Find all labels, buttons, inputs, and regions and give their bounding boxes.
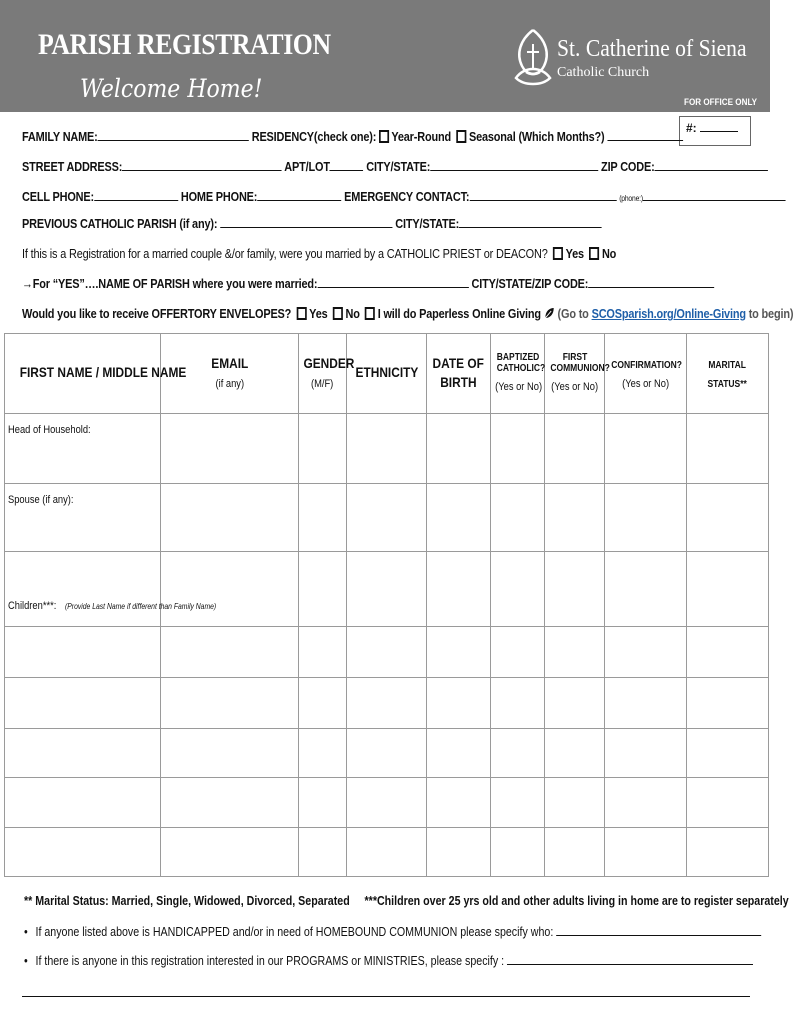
row-phones bbox=[22, 189, 786, 204]
city-state-zip-field[interactable] bbox=[588, 276, 714, 288]
page-subtitle: Welcome Home! bbox=[80, 74, 263, 103]
registration-table bbox=[4, 333, 769, 877]
table-header-row bbox=[5, 334, 769, 414]
married-parish-field[interactable] bbox=[317, 276, 468, 288]
married-no-checkbox[interactable] bbox=[589, 247, 599, 260]
seasonal-months-field[interactable] bbox=[607, 129, 683, 141]
cell-field[interactable] bbox=[94, 189, 178, 201]
children-cell[interactable]: Children***: (Provide Last Name if different than Family Name) bbox=[5, 552, 161, 627]
envelopes-yes-checkbox[interactable] bbox=[297, 307, 307, 320]
phone-small-label: (phone:) bbox=[619, 194, 643, 203]
family-name-field[interactable] bbox=[98, 129, 249, 141]
prev-parish-field[interactable] bbox=[220, 216, 392, 228]
programs-row bbox=[24, 953, 753, 968]
col-baptized-header: BAPTIZED CATHOLIC? (Yes or No) bbox=[491, 334, 545, 414]
provide-last-name-note: (Provide Last Name if different than Family Name) bbox=[64, 602, 217, 611]
head-of-household-cell[interactable]: Head of Household: bbox=[5, 414, 161, 484]
handicapped-row bbox=[24, 924, 761, 939]
prev-parish-label: PREVIOUS CATHOLIC PARISH (if any): bbox=[22, 216, 218, 231]
children-footnote: ***Children over 25 yrs old and other adults living in home are to register separately bbox=[364, 893, 789, 908]
city-state-zip-label: CITY/STATE/ZIP CODE: bbox=[471, 276, 589, 291]
col-email-header: EMAIL (if any) bbox=[161, 334, 299, 414]
bullet-icon: • bbox=[24, 924, 28, 939]
zip-label: ZIP CODE: bbox=[601, 159, 655, 174]
year-round-label: Year-Round bbox=[391, 129, 451, 144]
table-row[interactable] bbox=[5, 729, 769, 778]
programs-field[interactable] bbox=[507, 953, 753, 965]
marital-footnote: ** Marital Status: Married, Single, Widowed, Divorced, Separated bbox=[24, 893, 350, 908]
col-marital-header: MARITAL STATUS** bbox=[687, 334, 769, 414]
row-envelopes bbox=[22, 306, 793, 321]
leaf-icon bbox=[544, 307, 555, 320]
home-phone-label: HOME PHONE: bbox=[180, 189, 258, 204]
go-to-label: (Go to bbox=[557, 306, 589, 321]
row-married bbox=[22, 246, 616, 261]
envelopes-yes-label: Yes bbox=[309, 306, 328, 321]
table-row[interactable] bbox=[5, 778, 769, 828]
row-prev-parish bbox=[22, 216, 602, 231]
row-married-parish bbox=[22, 276, 714, 291]
married-yes-checkbox[interactable] bbox=[553, 247, 563, 260]
col-gender-header: GENDER (M/F) bbox=[299, 334, 347, 414]
office-only-label: FOR OFFICE ONLY bbox=[684, 97, 758, 107]
col-communion-header: FIRST COMMUNION? (Yes or No) bbox=[545, 334, 605, 414]
programs-label: If there is anyone in this registration interested in our PROGRAMS or MINISTRIES, please specify : bbox=[35, 953, 505, 968]
table-row[interactable] bbox=[5, 552, 769, 627]
row-family bbox=[22, 129, 683, 144]
table-row[interactable] bbox=[5, 484, 769, 552]
cell-label: CELL PHONE: bbox=[22, 189, 94, 204]
footnote-row bbox=[24, 893, 789, 908]
col-dob-header: DATE OF BIRTH bbox=[427, 334, 491, 414]
city-state-label: CITY/STATE: bbox=[366, 159, 431, 174]
handicapped-field[interactable] bbox=[556, 924, 761, 936]
page-title: PARISH REGISTRATION bbox=[38, 28, 331, 61]
paperless-checkbox[interactable] bbox=[365, 307, 375, 320]
to-begin-label: to begin) bbox=[748, 306, 793, 321]
year-round-checkbox[interactable] bbox=[379, 130, 389, 143]
envelopes-no-checkbox[interactable] bbox=[333, 307, 343, 320]
street-label: STREET ADDRESS: bbox=[22, 159, 123, 174]
emergency-field[interactable] bbox=[469, 189, 616, 201]
prev-city-state-field[interactable] bbox=[459, 216, 602, 228]
zip-field[interactable] bbox=[655, 159, 768, 171]
paperless-label: I will do Paperless Online Giving bbox=[377, 306, 541, 321]
residency-label: RESIDENCY(check one): bbox=[251, 129, 377, 144]
col-ethnicity-header: ETHNICITY bbox=[347, 334, 427, 414]
office-number-field[interactable] bbox=[700, 122, 738, 132]
emergency-phone-field[interactable] bbox=[643, 189, 786, 201]
envelopes-no-label: No bbox=[345, 306, 360, 321]
office-box[interactable] bbox=[679, 116, 751, 146]
street-field[interactable] bbox=[122, 159, 282, 171]
office-hash-label: #: bbox=[686, 121, 697, 135]
family-name-label: FAMILY NAME: bbox=[22, 129, 98, 144]
header-band bbox=[0, 0, 770, 112]
emergency-label: EMERGENCY CONTACT: bbox=[344, 189, 470, 204]
envelopes-label: Would you like to receive OFFERTORY ENVELOPES? bbox=[22, 306, 292, 321]
seasonal-checkbox[interactable] bbox=[456, 130, 466, 143]
bullet-icon: • bbox=[24, 953, 28, 968]
col-confirmation-header: CONFIRMATION? (Yes or No) bbox=[605, 334, 687, 414]
col-name-header: FIRST NAME / MIDDLE NAME bbox=[5, 334, 161, 414]
prev-city-state-label: CITY/STATE: bbox=[395, 216, 460, 231]
table-row[interactable] bbox=[5, 828, 769, 877]
city-state-field[interactable] bbox=[430, 159, 598, 171]
table-row[interactable] bbox=[5, 627, 769, 678]
home-phone-field[interactable] bbox=[257, 189, 341, 201]
online-giving-link[interactable]: SCOSparish.org/Online-Giving bbox=[591, 306, 746, 321]
church-logo-icon bbox=[510, 26, 556, 88]
married-yes-label: Yes bbox=[565, 246, 584, 261]
married-no-label: No bbox=[601, 246, 617, 261]
church-name: St. Catherine of Siena bbox=[557, 36, 747, 62]
spouse-cell[interactable]: Spouse (if any): bbox=[5, 484, 161, 552]
for-yes-label: →For “YES”….NAME OF PARISH where you were married: bbox=[22, 276, 318, 291]
seasonal-label: Seasonal (Which Months?) bbox=[468, 129, 605, 144]
married-question: If this is a Registration for a married couple &/or family, were you married by a CATHOLIC PRIEST or DEACON? bbox=[22, 246, 548, 261]
handicapped-label: If anyone listed above is HANDICAPPED and/or in need of HOMEBOUND COMMUNION please specify who: bbox=[35, 924, 554, 939]
table-row[interactable] bbox=[5, 678, 769, 729]
apt-label: APT/LOT bbox=[284, 159, 330, 174]
table-row[interactable] bbox=[5, 414, 769, 484]
bottom-line-field[interactable] bbox=[22, 996, 750, 997]
apt-field[interactable] bbox=[330, 159, 364, 171]
church-subname: Catholic Church bbox=[557, 65, 650, 80]
row-address bbox=[22, 159, 768, 174]
